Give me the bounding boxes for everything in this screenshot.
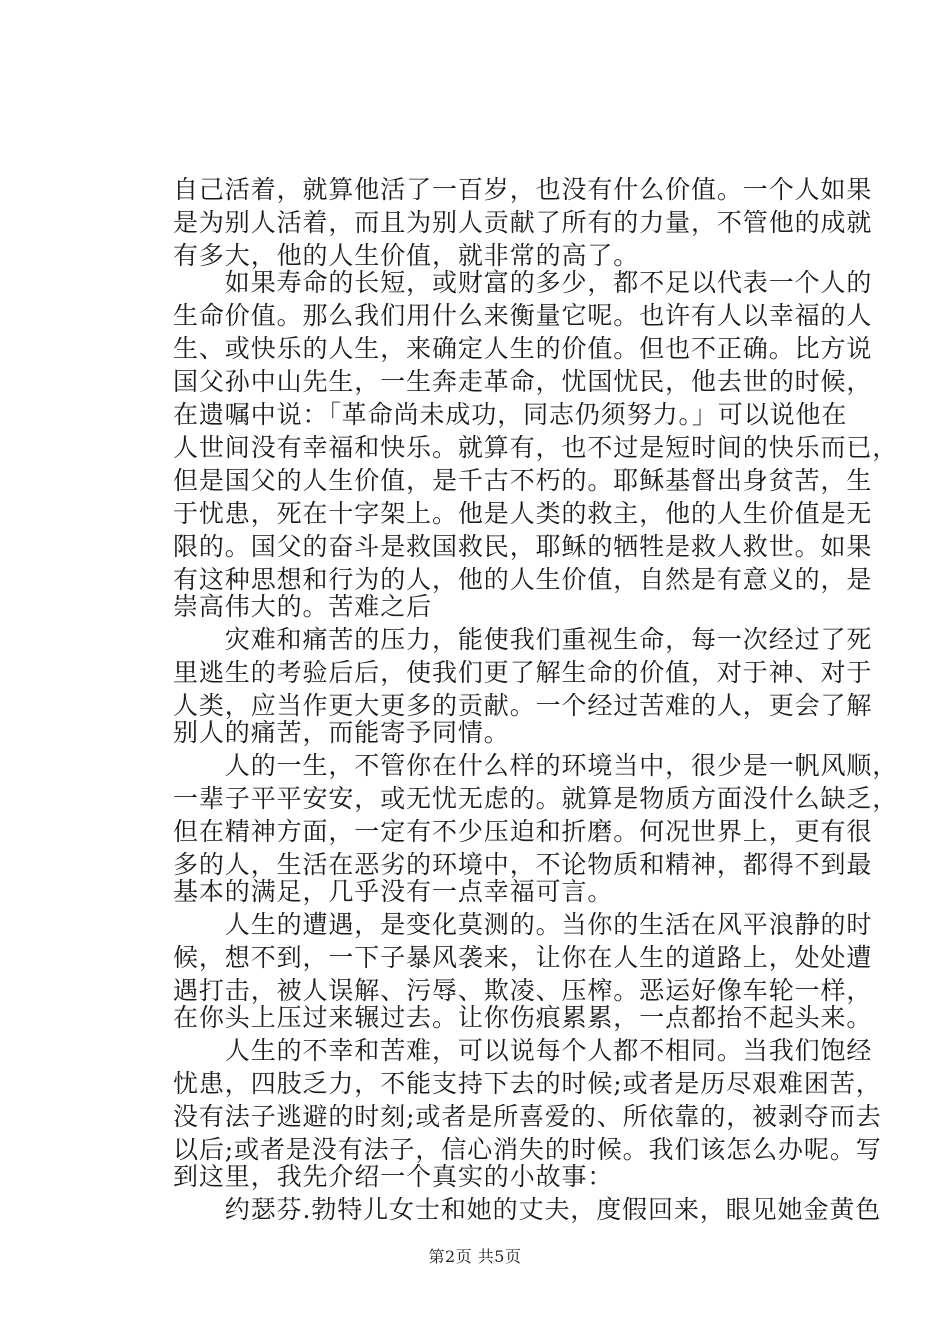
body-text-line: 生、或快乐的人生，来确定人生的价值。但也不正确。比方说 xyxy=(173,334,873,363)
body-text-line: 但是国父的人生价值，是千古不朽的。耶稣基督出身贫苦，生 xyxy=(173,466,873,495)
body-text-line: 忧患，四肢乏力，不能支持下去的时候;或者是历尽艰难困苦， xyxy=(173,1069,882,1098)
body-text-line: 约瑟芬.勃特儿女士和她的丈夫，度假回来，眼见她金黄色 xyxy=(173,1195,882,1224)
body-text-line: 有这种思想和行为的人，他的人生价值，自然是有意义的，是 xyxy=(173,565,873,594)
body-text-line: 如果寿命的长短，或财富的多少，都不足以代表一个人的 xyxy=(173,268,873,297)
body-text-line: 没有法子逃避的时刻;或者是所喜爱的、所依靠的，被剥夺而去 xyxy=(173,1102,882,1131)
body-text-line: 于忧患，死在十字架上。他是人类的救主，他的人生价值是无 xyxy=(173,499,873,528)
body-text-line: 人类，应当作更大更多的贡献。一个经过苦难的人，更会了解 xyxy=(173,691,873,720)
body-text-line: 到这里，我先介绍一个真实的小故事： xyxy=(173,1162,614,1191)
body-text-line: 崇高伟大的。苦难之后 xyxy=(173,592,433,621)
body-text-line: 生命价值。那么我们用什么来衡量它呢。也许有人以幸福的人 xyxy=(173,301,873,330)
body-text-line: 人生的不幸和苦难，可以说每个人都不相同。当我们饱经 xyxy=(173,1036,873,1065)
body-text-line: 里逃生的考验后后，使我们更了解生命的价值，对于神、对于 xyxy=(173,658,873,687)
body-text-line: 一辈子平平安安，或无忧无虑的。就算是物质方面没什么缺乏， xyxy=(173,784,899,813)
body-text-line: 但在精神方面，一定有不少压迫和折磨。何况世界上，更有很 xyxy=(173,817,873,846)
body-text-line: 遇打击，被人误解、污辱、欺凌、压榨。恶运好像车轮一样， xyxy=(173,976,873,1005)
body-text-line: 人生的遭遇，是变化莫测的。当你的生活在风平浪静的时 xyxy=(173,910,873,939)
body-text-line: 基本的满足，几乎没有一点幸福可言。 xyxy=(173,877,614,906)
body-text-line: 别人的痛苦，而能寄予同情。 xyxy=(173,718,510,747)
page-number-footer: 第2页 共5页 xyxy=(428,1247,522,1266)
body-text-line: 人世间没有幸福和快乐。就算有，也不过是短时间的快乐而已， xyxy=(173,433,899,462)
body-text-line: 自己活着，就算他活了一百岁，也没有什么价值。一个人如果 xyxy=(173,175,873,204)
body-text-line: 国父孙中山先生，一生奔走革命，忧国忧民，他去世的时候， xyxy=(173,367,873,396)
body-text-line: 灾难和痛苦的压力，能使我们重视生命，每一次经过了死 xyxy=(173,625,873,654)
body-text-line: 以后;或者是没有法子，信心消失的时候。我们该怎么办呢。写 xyxy=(173,1135,882,1164)
body-text-line: 是为别人活着，而且为别人贡献了所有的力量，不管他的成就 xyxy=(173,208,873,237)
body-text-line: 在你头上压过来辗过去。让你伤痕累累，一点都抬不起头来。 xyxy=(173,1003,873,1032)
body-text-line: 多的人，生活在恶劣的环境中，不论物质和精神，都得不到最 xyxy=(173,850,873,879)
body-text-line: 候，想不到，一下子暴风袭来，让你在人生的道路上，处处遭 xyxy=(173,943,873,972)
body-text-line: 在遗嘱中说：「革命尚未成功，同志仍须努力。」可以说他在 xyxy=(173,400,848,429)
body-text-line: 人的一生，不管你在什么样的环境当中，很少是一帆风顺， xyxy=(173,751,899,780)
body-text-line: 有多大，他的人生价值，就非常的高了。 xyxy=(173,241,640,270)
body-text-line: 限的。国父的奋斗是救国救民，耶稣的牺牲是救人救世。如果 xyxy=(173,532,873,561)
